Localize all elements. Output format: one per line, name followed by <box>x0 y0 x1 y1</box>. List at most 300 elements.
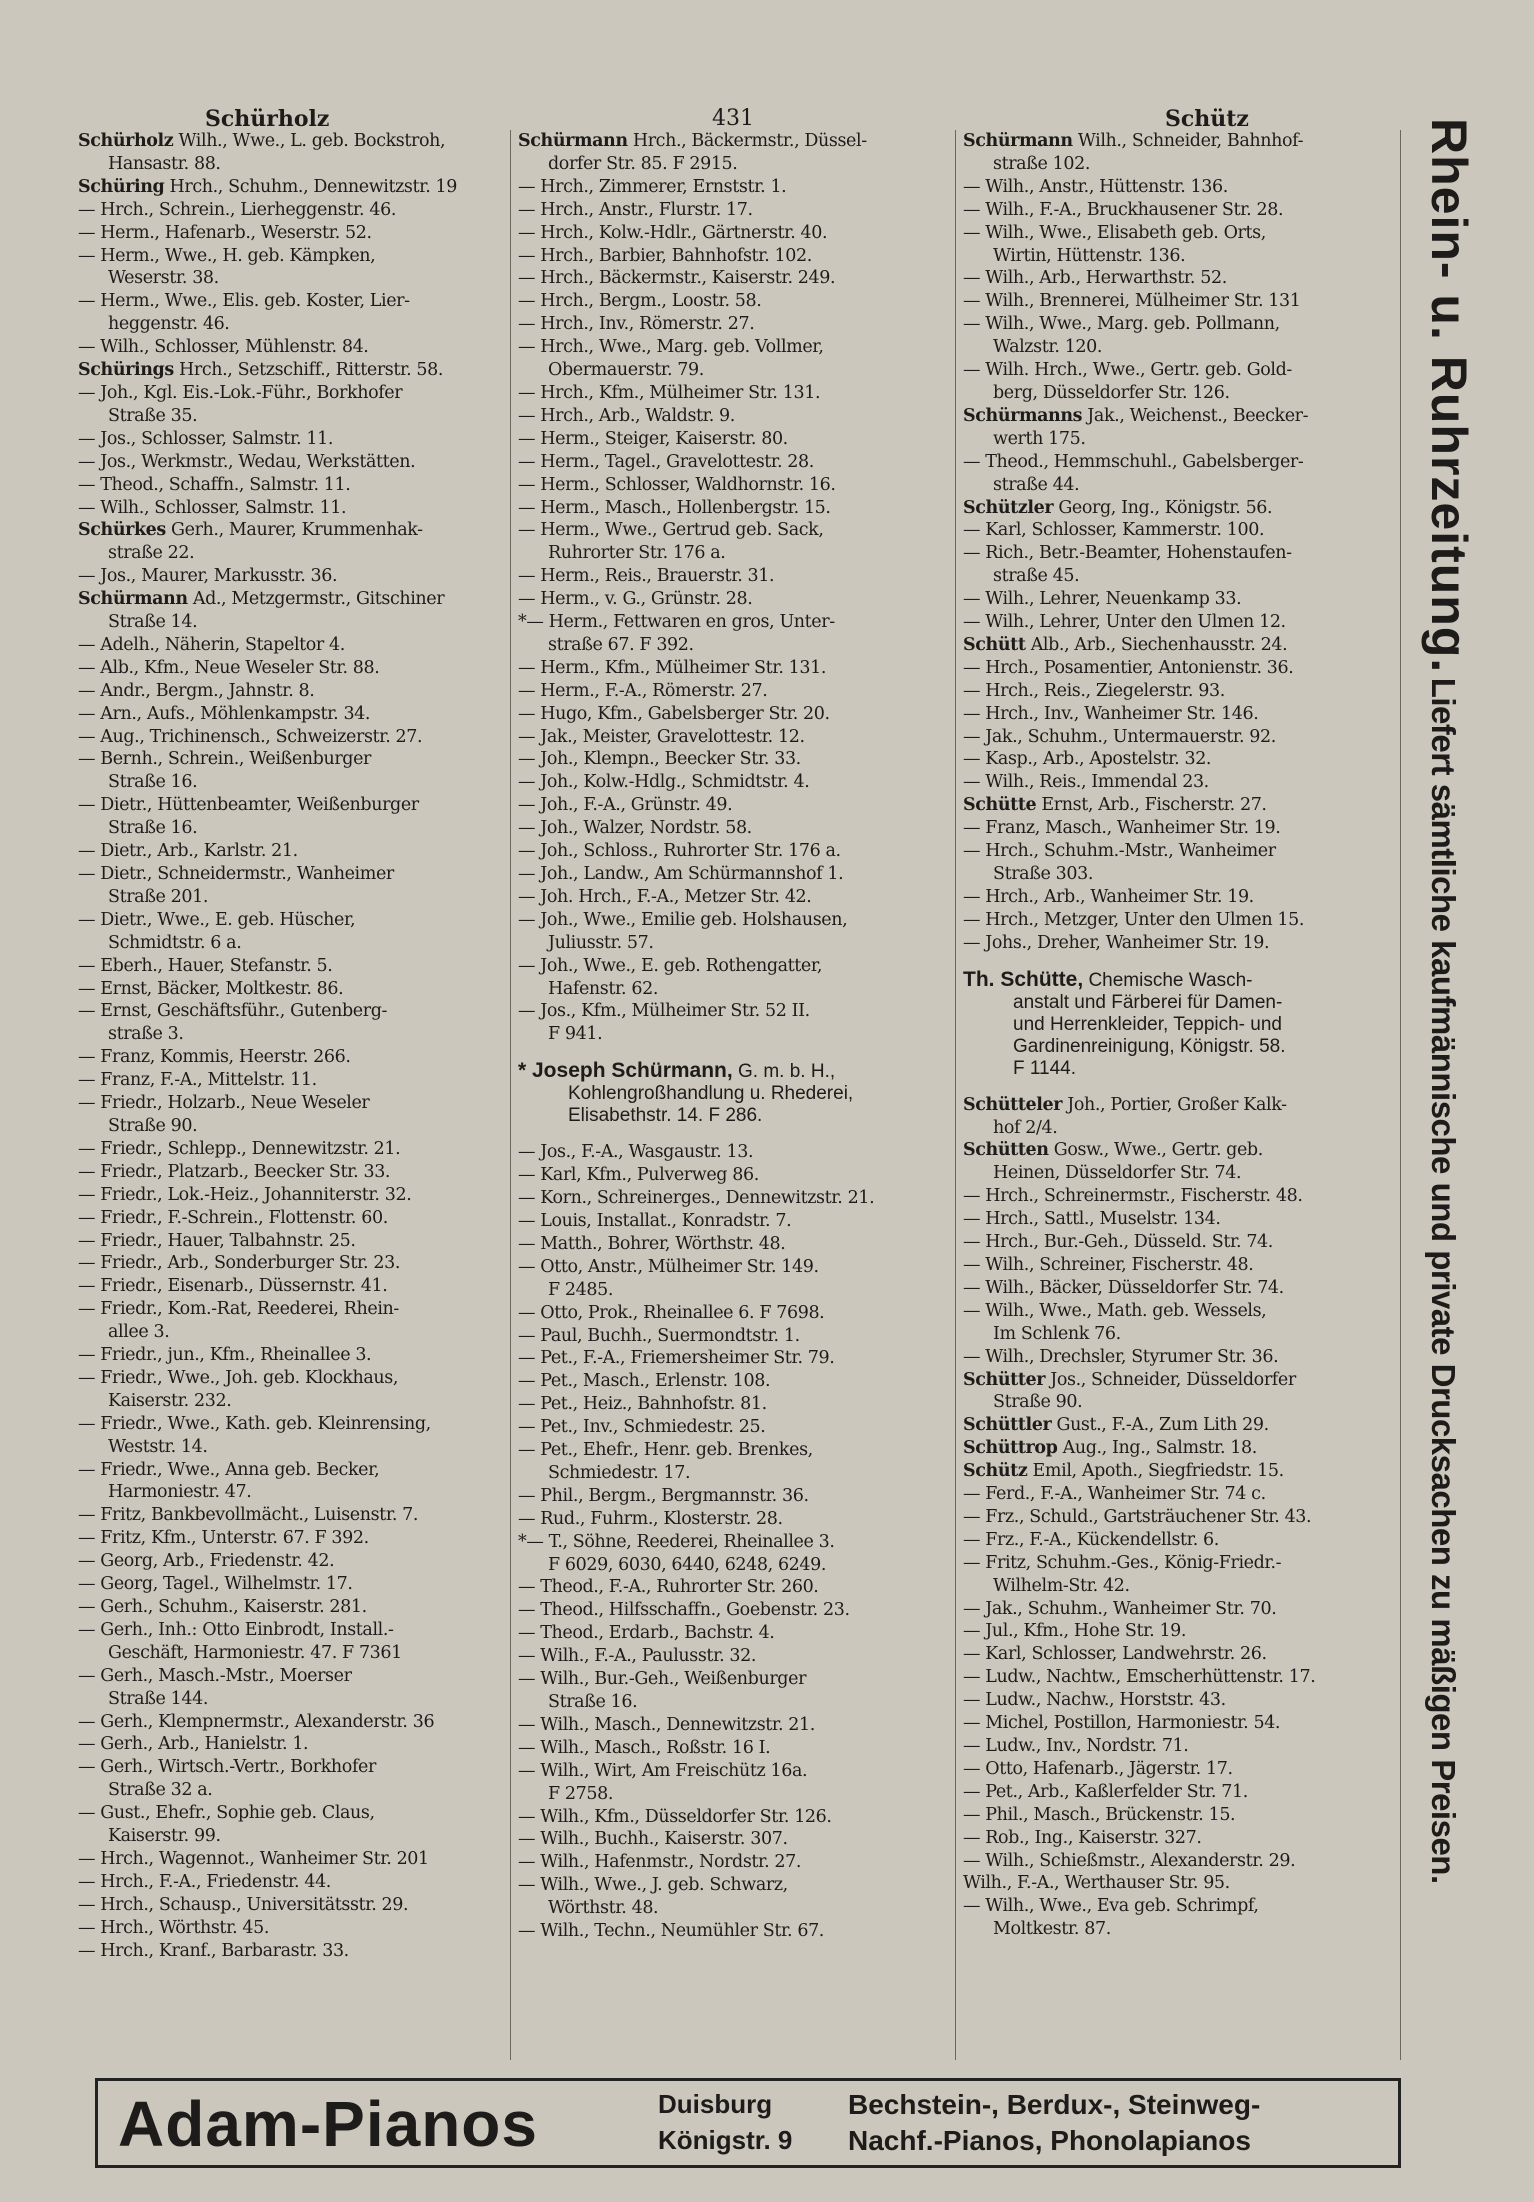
entry-text: Hansastr. 88. <box>108 153 221 174</box>
directory-entry <box>78 359 510 382</box>
entry-text: Ad., Metzgermstr., Gitschiner <box>192 589 445 610</box>
entry-text: Georg, Ing., Königstr. 56. <box>1058 497 1273 518</box>
entry-text: Juliusstr. 57. <box>548 932 654 953</box>
entry-line <box>963 1254 1395 1277</box>
side-ad-title: Rhein- u. Ruhrzeitung. <box>1421 118 1477 674</box>
entry-line <box>963 932 1395 955</box>
directory-entry <box>78 1848 510 1871</box>
entry-line <box>518 634 950 657</box>
entry-text: — Jos., F.-A., Wasgaustr. 13. <box>518 1142 754 1163</box>
entry-line <box>518 313 950 336</box>
directory-entry <box>963 680 1395 703</box>
entry-line <box>963 1552 1395 1575</box>
entry-line <box>963 748 1395 771</box>
entry-line <box>518 1279 950 1302</box>
entry-line <box>963 588 1395 611</box>
entry-text: Gust., F.-A., Zum Lith 29. <box>1056 1415 1269 1436</box>
directory-entry <box>78 519 510 565</box>
surname-heading: Schüttler <box>963 1415 1052 1436</box>
entry-line <box>518 1164 950 1187</box>
entry-line <box>78 359 510 382</box>
entry-line <box>518 290 950 313</box>
entry-line <box>518 1000 950 1023</box>
entry-line <box>78 955 510 978</box>
directory-entry <box>963 199 1395 222</box>
entry-text: — Hrch., F.-A., Friedenstr. 44. <box>78 1871 331 1892</box>
surname-heading: Schütte <box>963 795 1037 816</box>
entry-text: F 2485. <box>548 1279 614 1300</box>
directory-entry <box>78 794 510 840</box>
entry-line <box>518 1393 950 1416</box>
entry-line <box>78 909 510 932</box>
entry-line <box>963 130 1395 153</box>
entry-line <box>963 1827 1395 1850</box>
entry-line <box>963 1643 1395 1666</box>
entry-line <box>963 726 1395 749</box>
entry-text: — Hrch., Wörthstr. 45. <box>78 1917 270 1938</box>
entry-line <box>78 130 510 153</box>
entry-text: — Wilh., F.-A., Paulusstr. 32. <box>518 1646 757 1667</box>
directory-entry <box>963 130 1395 176</box>
entry-text: — Phil., Masch., Brückenstr. 15. <box>963 1804 1236 1825</box>
entry-line <box>518 1302 950 1325</box>
entry-line <box>78 1940 510 1963</box>
entry-text: — Otto, Hafenarb., Jägerstr. 17. <box>963 1758 1233 1779</box>
entry-text: — Joh., Kgl. Eis.-Lok.-Führ., Borkhofer <box>78 382 403 403</box>
entry-text: Hrch., Schuhm., Dennewitzstr. 19 <box>169 176 457 197</box>
directory-entry <box>78 1894 510 1917</box>
directory-entry <box>963 1666 1395 1689</box>
directory-entry <box>963 1529 1395 1552</box>
directory-entry <box>518 1576 950 1599</box>
directory-entry <box>78 199 510 222</box>
directory-entry <box>963 497 1395 520</box>
entry-text: Wilhelm-Str. 42. <box>993 1575 1130 1596</box>
directory-entry <box>78 840 510 863</box>
entry-text: Hrch., Setzschiff., Ritterstr. 58. <box>179 360 444 381</box>
entry-text: — Wilh., Arb., Herwarthstr. 52. <box>963 268 1227 289</box>
entry-text: straße 44. <box>993 474 1080 495</box>
entry-line <box>518 1416 950 1439</box>
entry-line <box>963 290 1395 313</box>
entry-line <box>518 978 950 1001</box>
directory-entry <box>963 1300 1395 1346</box>
directory-entry <box>963 703 1395 726</box>
entry-text: Geschäft, Harmoniestr. 47. F 7361 <box>108 1642 402 1663</box>
directory-entry <box>78 474 510 497</box>
directory-entry <box>78 1550 510 1573</box>
entry-text: — Wilh., Wwe., Eva geb. Schrimpf, <box>963 1896 1259 1917</box>
entry-line <box>78 886 510 909</box>
entry-text: Gardinenreinigung, Königstr. 58. <box>1013 1035 1286 1057</box>
entry-line <box>963 1139 1395 1162</box>
entry-text: — Hrch., Metzger, Unter den Ulmen 15. <box>963 909 1304 930</box>
directory-entry <box>78 1046 510 1069</box>
directory-entry <box>963 313 1395 359</box>
surname-heading: Schürholz <box>78 131 174 151</box>
entry-line <box>963 1414 1395 1437</box>
entry-line <box>963 222 1395 245</box>
entry-line <box>518 748 950 771</box>
entry-line <box>963 1437 1395 1460</box>
directory-entry <box>518 611 950 657</box>
entry-line <box>963 611 1395 634</box>
entry-line <box>78 1894 510 1917</box>
entry-line <box>518 359 950 382</box>
directory-entry <box>963 1414 1395 1437</box>
entry-text: Straße 90. <box>108 1115 198 1136</box>
entry-text: — Herm., Wwe., H. geb. Kämpken, <box>78 245 376 266</box>
entry-text: — Herm., v. G., Grünstr. 28. <box>518 589 753 610</box>
entry-text: Im Schlenk 76. <box>993 1323 1121 1344</box>
entry-text: — Dietr., Schneidermstr., Wanheimer <box>78 864 394 884</box>
entry-text: — Herm., Tagel., Gravelottestr. 28. <box>518 451 814 472</box>
entry-line <box>963 969 1395 992</box>
entry-text: Straße 201. <box>108 886 208 907</box>
directory-entry <box>518 1920 950 1943</box>
entry-text: — Joh., Kolw.-Hdlg., Schmidtstr. 4. <box>518 772 810 793</box>
entry-line <box>518 1554 950 1577</box>
entry-line <box>963 909 1395 932</box>
directory-entry <box>78 497 510 520</box>
entry-line <box>963 1300 1395 1323</box>
directory-entry <box>963 1735 1395 1758</box>
entry-text: — Hrch., Schrein., Lierheggenstr. 46. <box>78 199 396 220</box>
entry-line <box>78 199 510 222</box>
directory-entry <box>78 1940 510 1963</box>
entry-line <box>963 1162 1395 1185</box>
directory-entry <box>963 1781 1395 1804</box>
entry-line <box>518 1576 950 1599</box>
entry-text: Schmiedestr. 17. <box>548 1462 691 1483</box>
entry-line <box>78 1000 510 1023</box>
entry-text: — Joh., Wwe., Emilie geb. Holshausen, <box>518 909 848 930</box>
entry-line <box>78 588 510 611</box>
entry-line <box>78 1436 510 1459</box>
entry-text: Kaiserstr. 99. <box>108 1826 221 1847</box>
directory-entry <box>518 1668 950 1714</box>
entry-line <box>78 519 510 542</box>
entry-line <box>518 1760 950 1783</box>
entry-text: — Friedr., Eisenarb., Düssernstr. 41. <box>78 1276 388 1297</box>
surname-heading: Schütt <box>963 634 1026 655</box>
entry-text: Schmidtstr. 6 a. <box>108 932 242 953</box>
directory-entry <box>963 1689 1395 1712</box>
entry-text: — Dietr., Wwe., E. geb. Hüscher, <box>78 909 356 930</box>
entry-line <box>78 1459 510 1482</box>
entry-line <box>963 1804 1395 1827</box>
directory-entry <box>963 909 1395 932</box>
entry-line <box>518 1439 950 1462</box>
entry-text: — Rich., Betr.-Beamter, Hohenstaufen- <box>963 543 1292 564</box>
entry-line <box>518 955 950 978</box>
ad-brands-line-2: Nachf.-Pianos, Phonolapianos <box>848 2125 1251 2156</box>
directory-entry <box>518 428 950 451</box>
side-ad-text: Liefert sämtliche kaufmännische und private Drucksachen zu mäßigen Preisen. <box>1425 677 1462 1884</box>
directory-entry <box>518 680 950 703</box>
directory-entry <box>963 588 1395 611</box>
directory-entry <box>78 1161 510 1184</box>
entry-text: — Joh., Schloss., Ruhrorter Str. 176 a. <box>518 841 841 862</box>
entry-text: — Hrch., Wwe., Marg. geb. Vollmer, <box>518 337 824 358</box>
entry-text: — Frz., Schuld., Gartsträuchener Str. 43. <box>963 1506 1312 1527</box>
entry-text: hof 2/4. <box>993 1117 1058 1138</box>
entry-text: — Hrch., Anstr., Flurstr. 17. <box>518 199 753 220</box>
surname-heading: Schürmann <box>963 131 1073 151</box>
entry-line <box>78 1688 510 1711</box>
entry-line <box>78 290 510 313</box>
ad-brands-line-1: Bechstein-, Berdux-, Steinweg- <box>848 2089 1261 2120</box>
entry-text: Aug., Ing., Salmstr. 18. <box>1062 1438 1257 1459</box>
entry-text: — Hrch., Inv., Römerstr. 27. <box>518 314 755 335</box>
directory-entry <box>963 1094 1395 1140</box>
entry-line <box>963 1918 1395 1941</box>
directory-entry <box>963 1552 1395 1598</box>
directory-entry <box>963 1208 1395 1231</box>
directory-entry <box>78 1069 510 1092</box>
entry-text: — Joh. Hrch., F.-A., Metzer Str. 42. <box>518 886 812 907</box>
directory-entry <box>963 1231 1395 1254</box>
entry-text: — Hrch., Kranf., Barbarastr. 33. <box>78 1940 349 1961</box>
entry-text: — Michel, Postillon, Harmoniestr. 54. <box>963 1713 1281 1734</box>
directory-entry <box>518 565 950 588</box>
directory-column-2 <box>518 130 950 1943</box>
directory-entry <box>78 1871 510 1894</box>
entry-text: — Hrch., Sattl., Muselstr. 134. <box>963 1209 1221 1230</box>
entry-line <box>78 405 510 428</box>
entry-line <box>518 451 950 474</box>
directory-entry <box>78 130 510 176</box>
directory-entry <box>963 634 1395 657</box>
directory-entry <box>963 1483 1395 1506</box>
entry-line <box>963 1758 1395 1781</box>
ad-address: Königstr. 9 <box>658 2125 793 2155</box>
directory-entry <box>78 1733 510 1756</box>
entry-text: — Wilh., Buchh., Kaiserstr. 307. <box>518 1829 788 1850</box>
entry-text: — Wilh., Schreiner, Fischerstr. 48. <box>963 1254 1254 1275</box>
entry-text: Straße 16. <box>108 818 198 839</box>
entry-text: — Theod., Hemmschuhl., Gabelsberger- <box>963 451 1304 472</box>
entry-text: Straße 144. <box>108 1688 208 1709</box>
directory-entry <box>518 1187 950 1210</box>
directory-entry <box>78 1527 510 1550</box>
entry-line <box>78 382 510 405</box>
entry-line <box>78 1917 510 1940</box>
entry-text: — Wilh., Hafenmstr., Nordstr. 27. <box>518 1852 802 1873</box>
entry-text: — Friedr., F.-Schrein., Flottenstr. 60. <box>78 1207 388 1228</box>
entry-text: — Wilh. Hrch., Wwe., Gertr. geb. Gold- <box>963 360 1292 381</box>
entry-text: — Jos., Schlosser, Salmstr. 11. <box>78 428 333 449</box>
entry-line <box>78 222 510 245</box>
entry-text: — Herm., Masch., Hollenbergstr. 15. <box>518 497 831 518</box>
directory-entry <box>518 1645 950 1668</box>
entry-text: — Jos., Kfm., Mülheimer Str. 52 II. <box>518 1001 810 1022</box>
entry-line <box>963 1666 1395 1689</box>
entry-text: — Wilh., Brennerei, Mülheimer Str. 131 <box>963 291 1301 312</box>
entry-line <box>518 405 950 428</box>
entry-line <box>963 1277 1395 1300</box>
entry-line <box>518 1668 950 1691</box>
directory-entry <box>963 794 1395 817</box>
entry-line <box>518 1714 950 1737</box>
entry-text: — Joh., F.-A., Grünstr. 49. <box>518 795 733 816</box>
surname-heading: Schütter <box>963 1369 1046 1390</box>
entry-line <box>78 1344 510 1367</box>
entry-line <box>963 1598 1395 1621</box>
entry-text: Kaiserstr. 232. <box>108 1390 232 1411</box>
entry-text: — Pet., F.-A., Friemersheimer Str. 79. <box>518 1348 835 1369</box>
entry-text: — Karl, Schlosser, Landwehrstr. 26. <box>963 1644 1267 1665</box>
directory-entry <box>518 336 950 382</box>
entry-text: — Arn., Aufs., Möhlenkampstr. 34. <box>78 703 371 724</box>
entry-text: — Ludw., Inv., Nordstr. 71. <box>963 1736 1189 1756</box>
entry-line <box>963 634 1395 657</box>
entry-text: — Herm., Steiger, Kaiserstr. 80. <box>518 428 788 449</box>
entry-line <box>963 497 1395 520</box>
entry-text: — Wilh., Wwe., J. geb. Schwarz, <box>518 1875 788 1896</box>
directory-entry <box>518 588 950 611</box>
entry-text: Emil, Apoth., Siegfriedstr. 15. <box>1032 1461 1284 1482</box>
entry-text: — Johs., Dreher, Wanheimer Str. 19. <box>963 932 1270 953</box>
entry-line <box>78 863 510 886</box>
directory-entry <box>963 1369 1395 1415</box>
entry-text: — Hrch., Arb., Wanheimer Str. 19. <box>963 886 1254 907</box>
entry-text: Heinen, Düsseldorfer Str. 74. <box>993 1163 1242 1184</box>
directory-entry <box>518 1416 950 1439</box>
directory-entry <box>963 1346 1395 1369</box>
directory-entry <box>78 680 510 703</box>
entry-text: Moltkestr. 87. <box>993 1919 1111 1940</box>
entry-line <box>518 245 950 268</box>
entry-line <box>963 1117 1395 1140</box>
directory-entry <box>78 1596 510 1619</box>
entry-text: Chemische Wasch- <box>1088 969 1253 991</box>
entry-text: — Friedr., jun., Kfm., Rheinallee 3. <box>78 1345 372 1366</box>
directory-entry <box>518 1599 950 1622</box>
entry-text: — Ferd., F.-A., Wanheimer Str. 74 c. <box>963 1484 1266 1505</box>
entry-line <box>518 130 950 153</box>
directory-entry <box>78 382 510 428</box>
entry-line <box>518 1645 950 1668</box>
directory-entry <box>518 1210 950 1233</box>
directory-entry <box>78 1802 510 1848</box>
directory-entry <box>518 1622 950 1645</box>
entry-text: — Herm., Kfm., Mülheimer Str. 131. <box>518 657 827 678</box>
entry-text: — Gerh., Masch.-Mstr., Moerser <box>78 1665 352 1686</box>
entry-text: — Alb., Kfm., Neue Weseler Str. 88. <box>78 657 380 678</box>
entry-line <box>963 451 1395 474</box>
column-divider <box>510 130 511 2060</box>
entry-line <box>78 978 510 1001</box>
entry-text: — Jak., Schuhm., Wanheimer Str. 70. <box>963 1598 1277 1619</box>
entry-line <box>963 267 1395 290</box>
entry-line <box>78 726 510 749</box>
directory-entry <box>78 748 510 794</box>
entry-line <box>518 726 950 749</box>
entry-text: — Hrch., Zimmerer, Ernststr. 1. <box>518 176 787 197</box>
entry-line <box>963 1895 1395 1918</box>
entry-line <box>78 1230 510 1253</box>
directory-entry <box>518 245 950 268</box>
entry-text: heggenstr. 46. <box>108 314 230 335</box>
entry-line <box>963 1506 1395 1529</box>
entry-line <box>963 840 1395 863</box>
entry-line <box>963 1391 1395 1414</box>
entry-line <box>518 1508 950 1531</box>
directory-entry <box>518 405 950 428</box>
entry-line <box>963 428 1395 451</box>
entry-text: Straße 35. <box>108 405 198 426</box>
directory-entry <box>963 1827 1395 1850</box>
directory-column-1 <box>78 130 510 1963</box>
directory-entry <box>78 955 510 978</box>
entry-text: straße 45. <box>993 566 1080 587</box>
entry-line <box>963 703 1395 726</box>
directory-entry <box>78 1573 510 1596</box>
entry-text: — Hrch., Bäckermstr., Kaiserstr. 249. <box>518 268 836 289</box>
entry-line <box>78 153 510 176</box>
entry-line <box>518 1210 950 1233</box>
directory-entry <box>78 1367 510 1413</box>
entry-text: — Wilh., Lehrer, Neuenkamp 33. <box>963 589 1242 610</box>
directory-entry <box>518 1302 950 1325</box>
entry-line <box>518 542 950 565</box>
directory-entry <box>518 176 950 199</box>
directory-entry <box>518 1531 950 1577</box>
entry-line <box>78 1711 510 1734</box>
directory-entry <box>963 359 1395 405</box>
entry-line <box>963 1346 1395 1369</box>
entry-text: — Georg, Arb., Friedenstr. 42. <box>78 1551 335 1572</box>
surname-heading: Th. Schütte, <box>963 968 1084 991</box>
directory-entry <box>518 313 950 336</box>
entry-text: — Jul., Kfm., Hohe Str. 19. <box>963 1621 1187 1642</box>
entry-line <box>963 886 1395 909</box>
surname-heading: Schüttrop <box>963 1438 1058 1459</box>
entry-line <box>78 1275 510 1298</box>
entry-line <box>518 474 950 497</box>
directory-entry <box>963 290 1395 313</box>
surname-heading: Schürings <box>78 360 174 381</box>
directory-entry <box>963 1598 1395 1621</box>
entry-line <box>78 451 510 474</box>
entry-text: F 1144. <box>1013 1057 1077 1079</box>
entry-line <box>78 1184 510 1207</box>
directory-entry <box>963 1185 1395 1208</box>
directory-entry <box>963 932 1395 955</box>
entry-line <box>518 886 950 909</box>
entry-line <box>78 1069 510 1092</box>
entry-line <box>78 1046 510 1069</box>
directory-entry <box>518 909 950 955</box>
entry-text: Obermauerstr. 79. <box>548 360 704 381</box>
directory-entry <box>963 1758 1395 1781</box>
ad-city: Duisburg <box>658 2089 773 2119</box>
directory-entry <box>963 771 1395 794</box>
entry-text: — Joh., Klempn., Beecker Str. 33. <box>518 749 801 770</box>
entry-line <box>518 1083 950 1105</box>
directory-entry <box>78 1230 510 1253</box>
entry-text: berg, Düsseldorfer Str. 126. <box>993 382 1230 403</box>
entry-line <box>518 1105 950 1127</box>
entry-line <box>518 1599 950 1622</box>
entry-text: — Gerh., Arb., Hanielstr. 1. <box>78 1734 309 1755</box>
entry-line <box>78 1802 510 1825</box>
directory-entry <box>518 519 950 565</box>
entry-line <box>963 1208 1395 1231</box>
entry-line <box>963 657 1395 680</box>
entry-line <box>78 1321 510 1344</box>
